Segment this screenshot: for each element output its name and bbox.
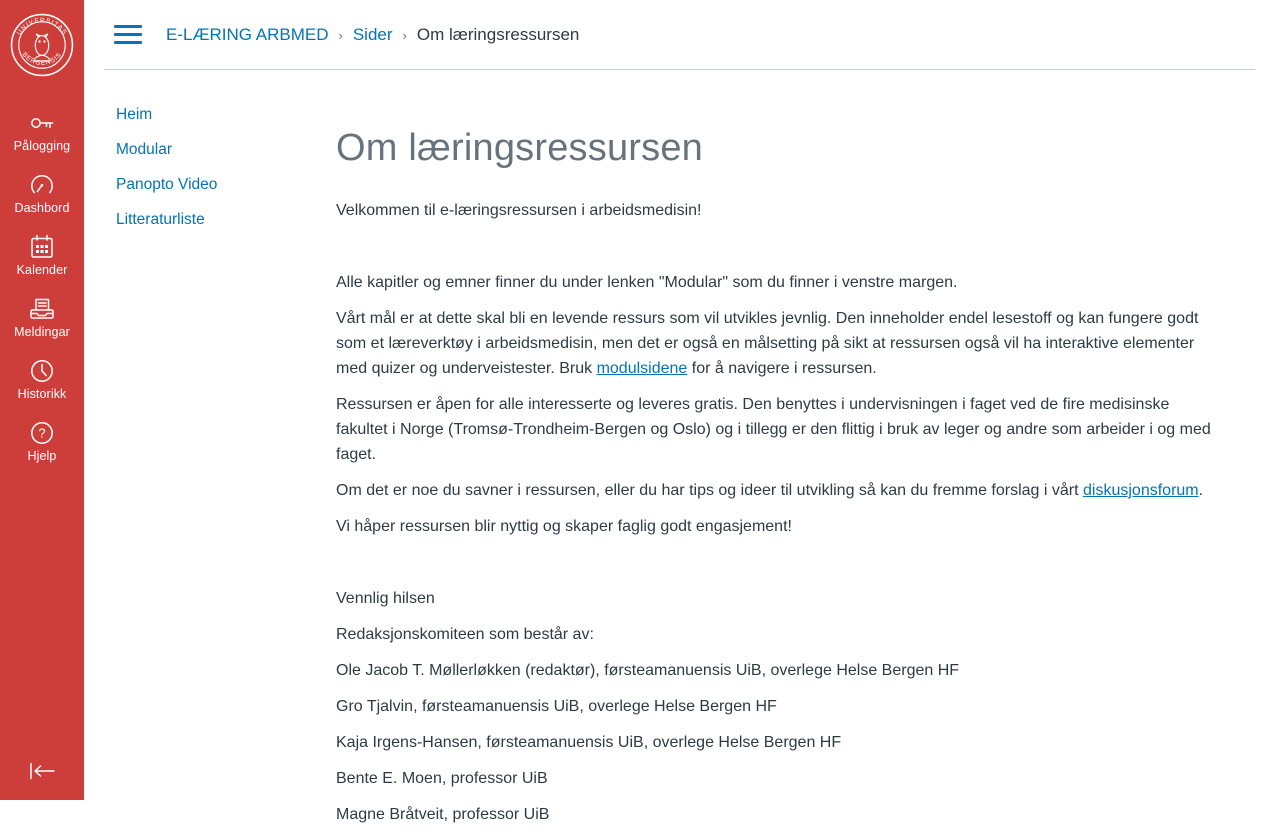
signature-member: Kaja Irgens-Hansen, førsteamanuensis UiB, overlege Helse Bergen HF <box>336 734 842 751</box>
sidebar-item-dashbord[interactable] <box>0 172 84 234</box>
paragraph-chapters: Alle kapitler og emner finner du under lenken "Modular" som du finner i venstre margen. <box>336 274 958 291</box>
clock-icon <box>29 358 55 384</box>
sidebar-item-hjelp[interactable] <box>0 420 84 482</box>
course-nav-modular[interactable]: Modular <box>116 141 172 158</box>
course-nav-heim[interactable]: Heim <box>116 106 153 123</box>
signature-member: Ole Jacob T. Møllerløkken (redaktør), førsteamanuensis UiB, overlege Helse Bergen HF <box>336 662 960 679</box>
course-nav-panopto-video[interactable]: Panopto Video <box>116 176 218 193</box>
universitas-bergensis-seal-icon <box>10 13 74 77</box>
empty-paragraph <box>336 550 1211 586</box>
sidebar-item-palogging[interactable] <box>0 110 84 172</box>
breadcrumb <box>166 25 579 45</box>
page-title: Om læringsressursen <box>336 127 704 169</box>
sidebar-item-label: Meldingar <box>14 325 70 339</box>
sidebar-item-label: Hjelp <box>27 449 57 463</box>
paragraph-hope: Vi håper ressursen blir nyttig og skaper faglig godt engasjement! <box>336 518 792 535</box>
paragraph-goal: Vårt mål er at dette skal bli en levende ressurs som vil utvikles jevnlig. Den inneholder endel lesestoff og kan fungere godt som et læreverktøy i arbeidsmedisin, men det er også en målsetting på sikt at ressursen også vil ha interaktive elementer med quizer og underveistester. Bruk modulsidene for å navigere i ressursen. <box>336 310 1199 377</box>
signature-member: Magne Bråtveit, professor UiB <box>336 806 550 823</box>
breadcrumb-current-page: Om læringsressursen <box>416 24 580 44</box>
help-icon <box>29 420 55 446</box>
paragraph-welcome: Velkommen til e-læringsressursen i arbeidsmedisin! <box>336 202 702 219</box>
page-content <box>336 70 1280 838</box>
signature-committee: Redaksjonskomiteen som består av: <box>336 626 594 643</box>
hamburger-menu-button[interactable] <box>112 23 142 46</box>
hamburger-icon <box>114 25 142 28</box>
global-sidebar <box>0 0 84 800</box>
svg-text:UNIVERSITAS: UNIVERSITAS <box>15 17 69 37</box>
course-nav-litteraturliste[interactable]: Litteraturliste <box>116 211 205 228</box>
breadcrumb-course-link[interactable]: E-LÆRING ARBMED <box>166 24 329 44</box>
paragraph-feedback: Om det er noe du savner i ressursen, eller du har tips og ideer til utvikling så kan du fremme forslag i vårt diskusjonsforum. <box>336 482 1204 499</box>
sidebar-item-label: Dashbord <box>14 201 70 215</box>
signature-member: Gro Tjalvin, førsteamanuensis UiB, overlege Helse Bergen HF <box>336 698 777 715</box>
svg-text:?: ? <box>38 425 46 441</box>
sidebar-item-label: Historikk <box>17 387 67 401</box>
breadcrumb-bar <box>104 0 1255 70</box>
owl-glyph <box>34 34 51 61</box>
collapse-sidebar-button[interactable] <box>0 752 84 792</box>
uib-seal-logo[interactable] <box>10 13 74 77</box>
breadcrumb-pages-link[interactable]: Sider <box>352 24 393 44</box>
collapse-arrow-icon <box>26 761 58 784</box>
sidebar-item-meldingar[interactable] <box>0 296 84 358</box>
dashboard-icon <box>29 172 55 198</box>
signature-greeting: Vennlig hilsen <box>336 590 435 607</box>
main-area <box>84 0 1280 823</box>
paragraph-open-resource: Ressursen er åpen for alle interesserte og leveres gratis. Den benyttes i undervisningen i faget ved de fire medisinske fakultet i Norge (Tromsø-Trondheim-Bergen og Oslo) og i tillegg er den flittig i bruk av leger og andre som arbeider i og med faget. <box>336 396 1211 463</box>
global-nav-list <box>0 110 84 482</box>
modulsidene-link[interactable]: modulsidene <box>596 360 688 377</box>
sidebar-item-label: Kalender <box>16 263 68 277</box>
calendar-icon <box>29 234 55 260</box>
inbox-icon <box>29 296 55 322</box>
breadcrumb-separator: › <box>338 28 343 43</box>
empty-paragraph <box>336 234 1211 270</box>
key-icon <box>29 110 55 136</box>
course-navigation <box>84 70 336 838</box>
svg-text:BERGENSIS: BERGENSIS <box>20 51 64 68</box>
breadcrumb-separator: › <box>402 28 407 43</box>
sidebar-item-label: Pålogging <box>13 139 71 153</box>
sidebar-item-historikk[interactable] <box>0 358 84 420</box>
diskusjonsforum-link[interactable]: diskusjonsforum <box>1083 482 1199 499</box>
signature-member: Bente E. Moen, professor UiB <box>336 770 548 787</box>
sidebar-item-kalender[interactable] <box>0 234 84 296</box>
